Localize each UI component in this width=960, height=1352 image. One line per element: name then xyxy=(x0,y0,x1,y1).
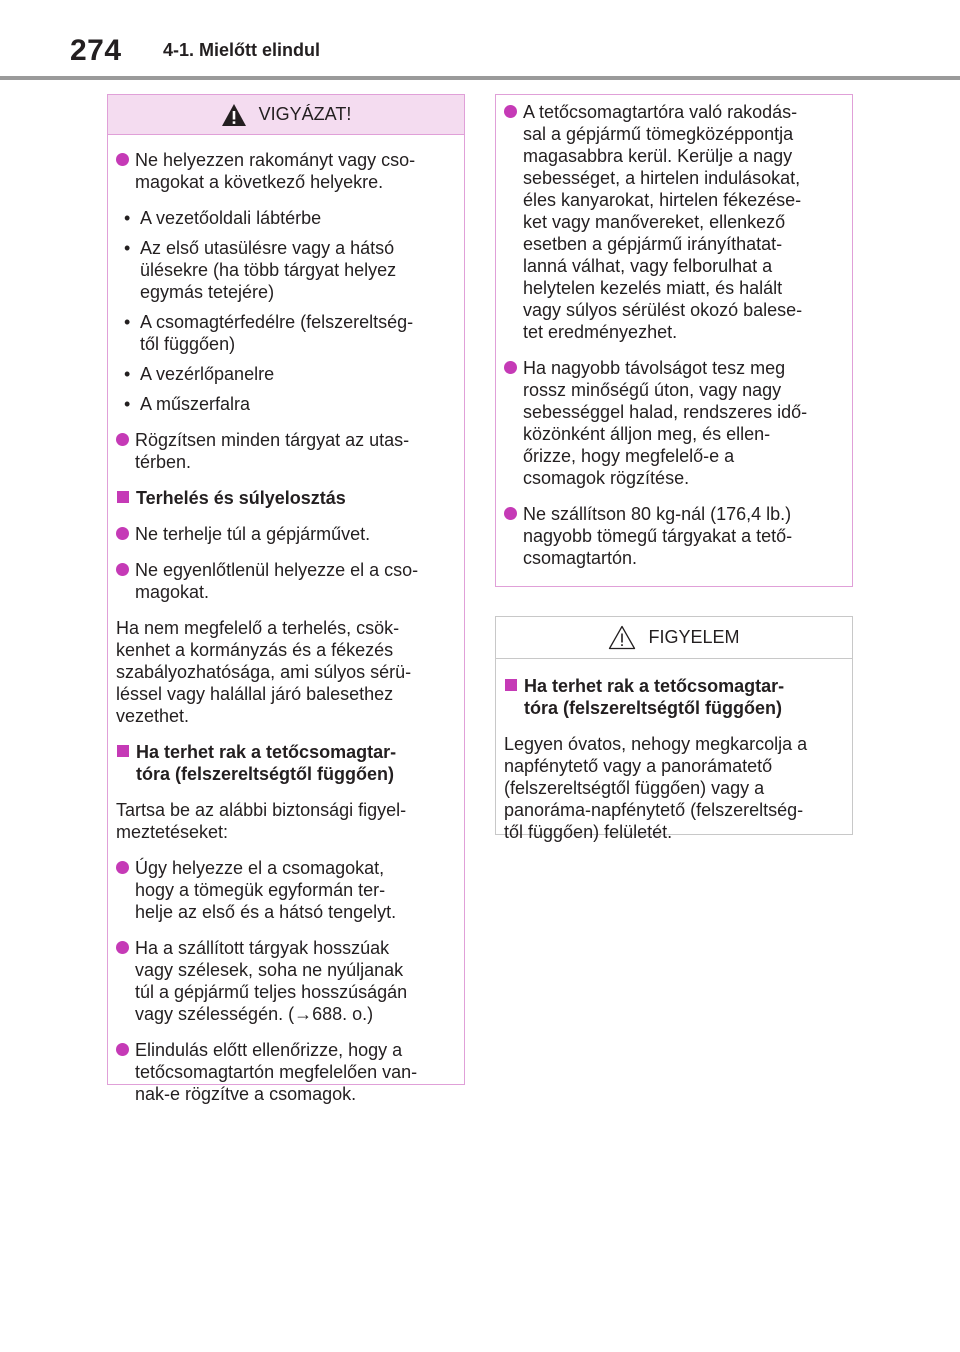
text-line: sebességgel halad, rendszeres idő- xyxy=(523,402,808,422)
bullet-item xyxy=(504,503,844,569)
text-line: (felszereltségtől függően) vagy a xyxy=(504,778,765,798)
square-marker-icon xyxy=(117,745,129,757)
square-marker-icon xyxy=(505,679,517,691)
caution-header xyxy=(108,95,464,135)
section-title: 4-1. Mielőtt elindul xyxy=(163,40,321,60)
text-line: térben. xyxy=(135,452,192,472)
text-line: csomagok rögzítése. xyxy=(523,468,690,488)
text-line: A műszerfalra xyxy=(140,394,251,414)
text-line: től függően) felületét. xyxy=(504,822,673,842)
text-line: Terhelés és súlyelosztás xyxy=(136,488,346,508)
bullet-item xyxy=(116,559,456,603)
bullet-dot xyxy=(116,153,129,166)
text-line: túl a gépjármű teljes hosszúságán xyxy=(135,982,408,1002)
text-line: A vezetőoldali lábtérbe xyxy=(140,208,322,228)
subheading xyxy=(116,741,456,785)
notice-box xyxy=(495,616,853,842)
text-line: rossz minőségű úton, vagy nagy xyxy=(523,380,782,400)
bullet-item xyxy=(116,937,456,1025)
sub-item: • Az első utasülésre vagy a hátsó ülésekre (ha több tárgyat helyez egymás tetejére) xyxy=(124,238,397,302)
text-line: Ha terhet rak a tetőcsomagtar- xyxy=(136,742,397,762)
text-line: egymás tetejére) xyxy=(140,282,275,302)
bullet-item xyxy=(116,1039,456,1105)
paragraph xyxy=(504,733,844,843)
sub-item: • A vezérlőpanelre xyxy=(124,364,275,384)
caution-continued-box xyxy=(495,94,853,587)
text-line: éles kanyarokat, hirtelen fékezése- xyxy=(523,190,802,210)
bullet-dot xyxy=(116,563,129,576)
text-line: magasabbra kerül. Kerülje a nagy xyxy=(523,146,793,166)
bullet-item xyxy=(504,357,844,489)
sub-item: • A csomagtérfedélre (felszereltség- től függően) xyxy=(124,312,414,354)
bullet-text xyxy=(135,149,415,193)
page-number: 274 xyxy=(70,34,122,67)
warning-triangle-outline-icon xyxy=(608,625,636,650)
text-line: vagy súlyos sérülést okozó balese- xyxy=(523,300,803,320)
text-line: nagyobb tömegű tárgyakat a tető- xyxy=(523,526,793,546)
bullet-item xyxy=(116,857,456,923)
text-line: Ha nagyobb távolságot tesz meg xyxy=(523,358,786,378)
text-line: hogy a tömegük egyformán ter- xyxy=(135,880,386,900)
text-line: ülésekre (ha több tárgyat helyez xyxy=(140,260,397,280)
text-line: magokat a következő helyekre. xyxy=(135,172,384,192)
text-line: től függően) xyxy=(140,334,236,354)
sub-item: • A műszerfalra xyxy=(124,394,251,414)
text-line: vagy szélességén. (→688. o.) xyxy=(135,1004,374,1024)
text-line: Legyen óvatos, nehogy megkarcolja a xyxy=(504,734,808,754)
bullet-dot xyxy=(504,105,517,118)
text-line: napfénytető vagy a panorámatető xyxy=(504,756,773,776)
notice-header xyxy=(496,617,852,659)
bullet-dot xyxy=(116,433,129,446)
text-line: Tartsa be az alábbi biztonsági figyel- xyxy=(116,800,407,820)
text-line: tóra (felszereltségtől függően) xyxy=(136,764,395,784)
text-line: magokat. xyxy=(135,582,210,602)
text-line: őrizze, hogy megfelelő-e a xyxy=(523,446,735,466)
text-line: kenhet a kormányzás és a fékezés xyxy=(116,640,394,660)
text-line: Ne egyenlőtlenül helyezze el a cso- xyxy=(135,560,419,580)
text-line: léssel vagy halállal járó balesethez xyxy=(116,684,394,704)
sub-item: • A vezetőoldali lábtérbe xyxy=(124,208,322,228)
text-line: Rögzítsen minden tárgyat az utas- xyxy=(135,430,410,450)
text-line: tet eredményezhet. xyxy=(523,322,678,342)
text-line: A tetőcsomagtartóra való rakodás- xyxy=(523,102,798,122)
bullet-item xyxy=(116,429,456,473)
text-line: esetben a gépjármű irányíthatat- xyxy=(523,234,783,254)
paragraph xyxy=(116,799,456,843)
text-line: sal a gépjármű tömegközéppontja xyxy=(523,124,794,144)
text-line: tetőcsomagtartón megfelelően van- xyxy=(135,1062,418,1082)
square-marker-icon xyxy=(117,491,129,503)
text-line: Ne helyezzen rakományt vagy cso- xyxy=(135,150,416,170)
warning-triangle-icon xyxy=(221,103,247,127)
bullet-dot xyxy=(116,861,129,874)
notice-title: FIGYELEM xyxy=(648,627,740,647)
text-line: Úgy helyezze el a csomagokat, xyxy=(135,858,385,878)
text-line: szabályozhatósága, ami súlyos sérü- xyxy=(116,662,412,682)
bullet-dot xyxy=(116,1043,129,1056)
bullet-dot xyxy=(504,361,517,374)
subheading xyxy=(116,487,456,509)
text-line: Ne terhelje túl a gépjárművet. xyxy=(135,524,371,544)
bullet-dot xyxy=(504,507,517,520)
subheading xyxy=(504,675,844,719)
text-line: Az első utasülésre vagy a hátsó xyxy=(140,238,395,258)
text-line: helytelen kezelés miatt, és halált xyxy=(523,278,783,298)
bullet-item xyxy=(116,149,456,193)
text-line: A csomagtérfedélre (felszereltség- xyxy=(140,312,414,332)
bullet-dot xyxy=(116,527,129,540)
bullet-item xyxy=(504,101,844,343)
text-line: Ha nem megfelelő a terhelés, csök- xyxy=(116,618,400,638)
text-line: lanná válhat, vagy felborulhat a xyxy=(523,256,773,276)
text-line: Ha terhet rak a tetőcsomagtar- xyxy=(524,676,785,696)
text-line: csomagtartón. xyxy=(523,548,638,568)
bullet-dot xyxy=(116,941,129,954)
text-line: Ha a szállított tárgyak hosszúak xyxy=(135,938,390,958)
text-line: meztetéseket: xyxy=(116,822,229,842)
text-line: A vezérlőpanelre xyxy=(140,364,275,384)
text-line: vagy szélesek, soha ne nyúljanak xyxy=(135,960,404,980)
paragraph xyxy=(116,617,456,727)
header-rule xyxy=(0,76,960,80)
text-line: sebességet, a hirtelen indulásokat, xyxy=(523,168,801,188)
text-line: Elindulás előtt ellenőrizze, hogy a xyxy=(135,1040,403,1060)
text-line: panoráma-napfénytető (felszereltség- xyxy=(504,800,804,820)
text-line: helje az első és a hátsó tengelyt. xyxy=(135,902,397,922)
text-line: vezethet. xyxy=(116,706,190,726)
text-line: közönként álljon meg, és ellen- xyxy=(523,424,771,444)
caution-box xyxy=(107,94,465,1104)
text-line: tóra (felszereltségtől függően) xyxy=(524,698,783,718)
text-line: Ne szállítson 80 kg-nál (176,4 lb.) xyxy=(523,504,792,524)
text-line: nak-e rögzítve a csomagok. xyxy=(135,1084,357,1104)
text-line: ket vagy manővereket, ellenkező xyxy=(523,212,786,232)
caution-title: VIGYÁZAT! xyxy=(258,104,352,124)
bullet-item xyxy=(116,523,456,545)
